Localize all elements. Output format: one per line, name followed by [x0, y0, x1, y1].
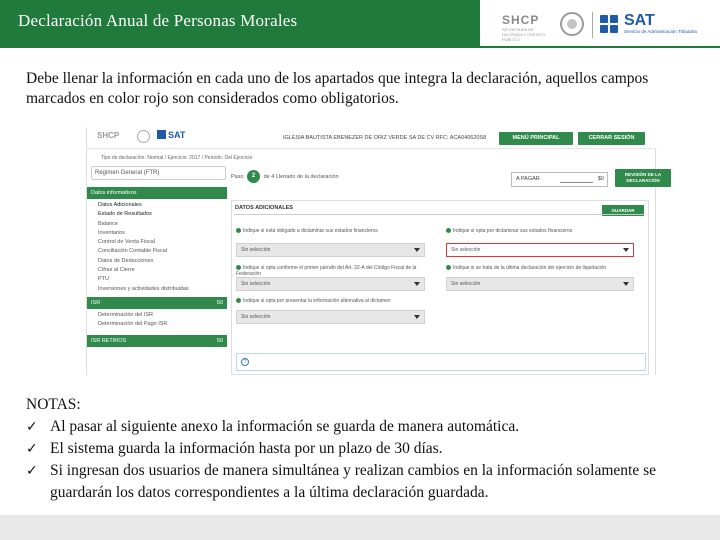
- shcp-logo-text: SHCP: [502, 13, 540, 27]
- notes-section: [26, 394, 716, 504]
- question-ultima-declaracion: [446, 265, 641, 271]
- step-prefix: Paso: [231, 173, 244, 180]
- breadcrumb: Tipo de declaración: Normal / Ejercicio: 2017 / Periodo: Del Ejercicio: [101, 155, 253, 161]
- sat-logo-subtext: Servicio de Administración Tributaria: [624, 29, 697, 34]
- app-sat-logo: SAT: [157, 130, 185, 140]
- notes-title: NOTAS:: [26, 396, 81, 413]
- taxpayer-name: IGLESIA BAUTISTA EBENEZER DE ORIZ VERDE SA DE CV RFC: ACA040620S8: [283, 135, 487, 141]
- sidebar-item-inventarios[interactable]: Inventarios: [98, 229, 125, 236]
- question-text: Indique si opta por dictaminar sus estados financieros: [453, 228, 573, 234]
- panel-divider: [234, 214, 644, 215]
- intro-text: Debe llenar la información en cada uno de los apartados que integra la declaración, aquellos campos marcados en color rojo son considerados como obligatorios.: [26, 70, 649, 107]
- question-text: Indique si opta por presentar la información alternativa al dictamen: [243, 298, 391, 304]
- panel-title: DATOS ADICIONALES: [235, 205, 293, 211]
- question-text: Indique si está obligado a dictaminar sus estados financieros: [243, 228, 378, 234]
- sidebar-item-ptu[interactable]: PTU: [98, 276, 109, 283]
- shcp-logo: [502, 13, 550, 41]
- info-icon: [236, 298, 241, 303]
- check-icon: ✓: [26, 463, 38, 479]
- note-item: [26, 438, 716, 460]
- select-primer-parrafo[interactable]: Sin selección: [236, 277, 425, 291]
- info-icon: [446, 228, 451, 233]
- main-menu-button[interactable]: MENÚ PRINCIPAL: [499, 132, 573, 145]
- step-number: 2: [247, 170, 260, 183]
- select-obligado-dictaminar[interactable]: Sin selección: [236, 243, 425, 257]
- question-primer-parrafo: [236, 265, 431, 277]
- logout-button[interactable]: CERRAR SESIÓN: [578, 132, 645, 145]
- slide-header: [0, 0, 720, 48]
- app-header: [87, 127, 657, 149]
- national-seal-icon: [560, 12, 584, 36]
- question-text: Indique si opta conforme el primer párrafo del Art. 32-A del Código Fiscal de la Federación: [236, 265, 417, 277]
- logo-divider: [592, 12, 593, 38]
- sat-logo-text: SAT: [624, 12, 655, 29]
- amount-due-value: $0: [597, 176, 604, 182]
- help-bar: [236, 353, 646, 371]
- amount-due-label: A PAGAR: [516, 176, 540, 182]
- sidebar-section-datos-informativos[interactable]: [87, 187, 227, 199]
- sidebar-section-isr-label: ISR: [91, 299, 101, 306]
- sidebar-section-label: Datos informativos: [91, 190, 137, 196]
- info-icon: [236, 265, 241, 270]
- title-underline: [0, 46, 720, 48]
- note-text: Si ingresan dos usuarios de manera simultánea y realizan cambios en la información solamente se guardarán los datos correspondientes a la última declaración guardada.: [50, 462, 657, 501]
- title-bar: [0, 0, 480, 46]
- sat-mark-icon: [600, 15, 620, 35]
- sidebar-item-determinacion-isr[interactable]: Determinación del ISR: [98, 311, 154, 318]
- amount-due: [511, 172, 608, 187]
- note-item: [26, 416, 716, 438]
- help-icon[interactable]: ?: [241, 358, 249, 366]
- select-informacion-alternativa[interactable]: Sin selección: [236, 310, 425, 324]
- sidebar-item-estado-resultados[interactable]: Estado de Resultados: [98, 211, 152, 218]
- sidebar-section-isr-retiros-count: 50: [216, 337, 223, 344]
- app-shcp-logo: SHCP: [97, 131, 120, 140]
- sidebar-section-isr[interactable]: [87, 297, 227, 309]
- sidebar-item-conciliacion[interactable]: Conciliación Contable Fiscal: [98, 248, 168, 255]
- sidebar-section-isr-count: 50: [216, 299, 223, 306]
- note-text: Al pasar al siguiente anexo la información se guarda de manera automática.: [50, 418, 520, 435]
- sidebar-item-datos-adicionales[interactable]: Datos Adicionales: [98, 202, 142, 208]
- select-ultima-declaracion[interactable]: Sin selección: [446, 277, 634, 291]
- slide-title: Declaración Anual de Personas Morales: [18, 11, 298, 30]
- info-icon: [446, 265, 451, 270]
- sat-logo: [624, 12, 697, 35]
- sidebar-item-control-venta[interactable]: Control de Venta Fiscal: [98, 239, 155, 246]
- sidebar: [87, 187, 227, 347]
- save-button[interactable]: GUARDAR: [602, 205, 644, 216]
- datos-adicionales-panel: [231, 200, 649, 375]
- info-icon: [236, 228, 241, 233]
- question-text: Indique si se trata de la última declaración del ejercicio de liquidación: [453, 265, 607, 271]
- step-indicator: [231, 170, 339, 183]
- sidebar-section-isr-retiros[interactable]: [87, 335, 227, 347]
- sidebar-item-inversiones[interactable]: Inversiones y actividades distribuidas: [98, 285, 189, 292]
- regimen-select[interactable]: Régimen General (FTR): [91, 166, 226, 180]
- note-item: [26, 460, 716, 504]
- question-obligado-dictaminar: [236, 228, 431, 234]
- sidebar-item-determinacion-pago[interactable]: Determinación del Pago ISR: [98, 321, 168, 328]
- question-opta-dictaminar: [446, 228, 641, 234]
- question-informacion-alternativa: [236, 298, 476, 304]
- declaration-screenshot: [86, 127, 662, 375]
- sidebar-item-balance[interactable]: Balance: [98, 220, 118, 227]
- footer-band: [0, 515, 720, 540]
- check-icon: ✓: [26, 419, 38, 435]
- sidebar-item-deducciones[interactable]: Datos de Deducciones: [98, 257, 154, 264]
- note-text: El sistema guarda la información hasta por un plazo de 30 días.: [50, 440, 443, 457]
- sidebar-item-cifras-cierre[interactable]: Cifras al Cierre: [98, 267, 135, 274]
- step-suffix: de 4 Llenado de la declaración: [263, 173, 339, 180]
- amount-due-underline: [560, 182, 593, 183]
- shcp-logo-subtext: SECRETARÍA DE HACIENDA Y CRÉDITO PÚBLICO: [502, 27, 546, 42]
- review-declaration-button[interactable]: REVISIÓN DE LA DECLARACIÓN: [615, 169, 671, 187]
- sidebar-section-isr-retiros-label: ISR RETIROS: [91, 337, 127, 344]
- select-opta-dictaminar[interactable]: Sin selección: [446, 243, 634, 257]
- app-seal-icon: [137, 130, 150, 143]
- check-icon: ✓: [26, 441, 38, 457]
